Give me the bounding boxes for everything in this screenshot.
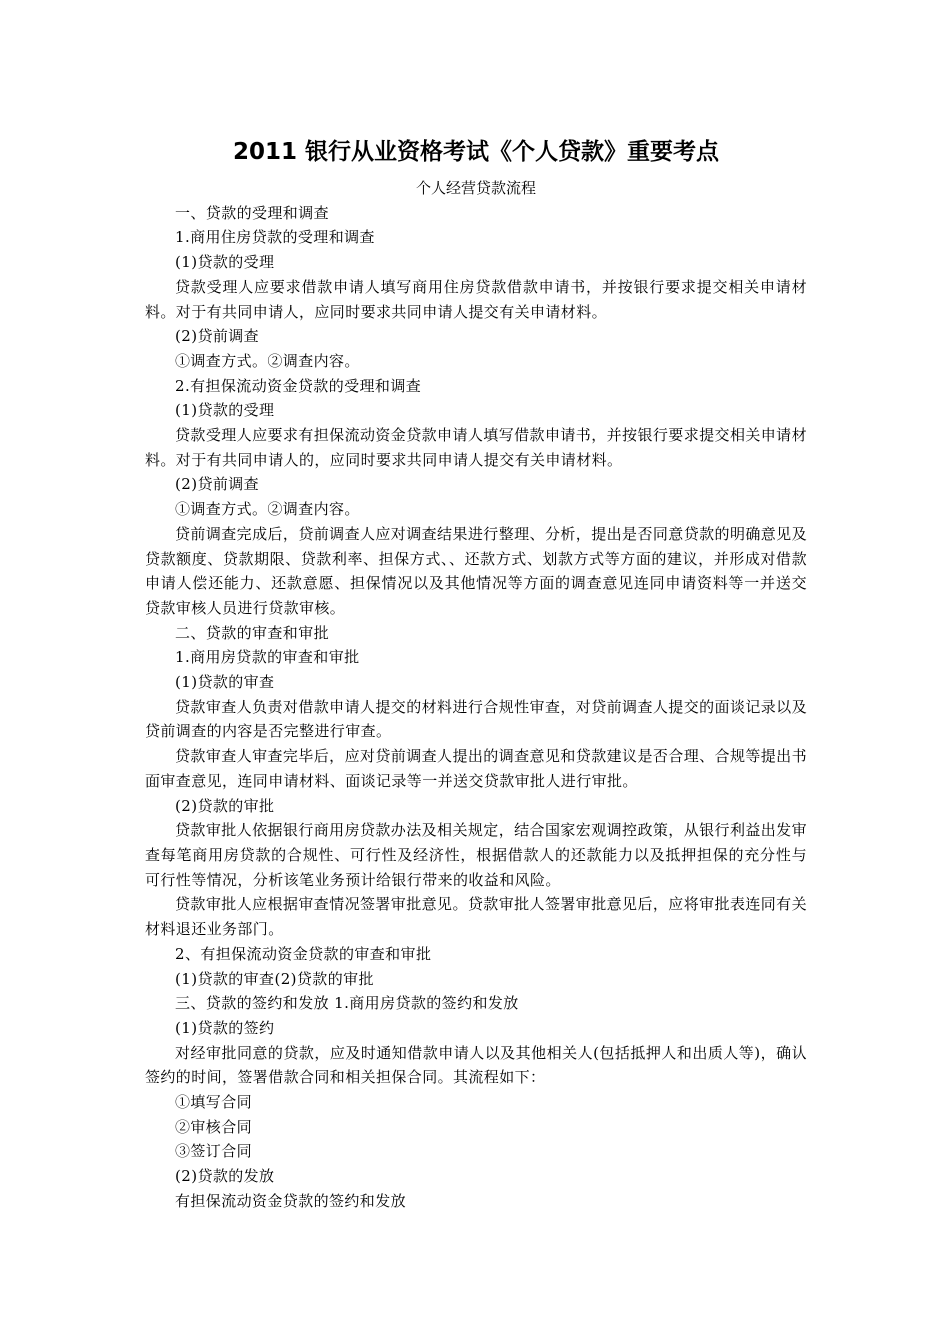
subsection-heading: 1.商用住房贷款的受理和调查 bbox=[175, 228, 375, 247]
body-paragraph: 对经审批同意的贷款，应及时通知借款申请人以及其他相关人(包括抵押人和出质人等)，确认签约的时间，签署借款合同和相关担保合同。其流程如下： bbox=[145, 1043, 807, 1087]
list-item: ②审核合同 bbox=[175, 1117, 253, 1136]
body-paragraph: ①调查方式。②调查内容。 bbox=[175, 500, 360, 519]
body-paragraph: 贷前调查完成后，贷前调查人应对调查结果进行整理、分析，提出是否同意贷款的明确意见及贷款额度、贷款期限、贷款利率、担保方式、、还款方式、划款方式等方面的建议，并形成对借款申请人偿还能力、还款意愿、担保情况以及其他情况等方面的调查意见连同申请资料等一并送交贷款审核人员进行贷款审核。 bbox=[145, 524, 807, 617]
body-paragraph: 贷款受理人应要求有担保流动资金贷款申请人填写借款申请书，并按银行要求提交相关申请材料。对于有共同申请人的，应同时要求共同申请人提交有关申请材料。 bbox=[145, 426, 807, 469]
section-heading-1: 一、贷款的受理和调查 bbox=[175, 203, 330, 222]
list-item: ③签订合同 bbox=[175, 1142, 253, 1161]
item-heading: (1)贷款的受理 bbox=[175, 401, 275, 420]
item-heading: (1)贷款的受理 bbox=[175, 253, 275, 272]
body-paragraph: 贷款受理人应要求借款申请人填写商用住房贷款借款申请书，并按银行要求提交相关申请材料。对于有共同申请人，应同时要求共同申请人提交有关申请材料。 bbox=[145, 277, 807, 321]
body-paragraph: 有担保流动资金贷款的签约和发放 bbox=[175, 1191, 407, 1210]
item-heading: (2)贷款的发放 bbox=[175, 1167, 275, 1186]
body-paragraph: ①调查方式。②调查内容。 bbox=[175, 351, 360, 370]
item-heading: (2)贷前调查 bbox=[175, 327, 260, 346]
section-heading-3: 三、贷款的签约和发放 1.商用房贷款的签约和发放 bbox=[175, 994, 519, 1013]
body-paragraph: 贷款审批人应根据审查情况签署审批意见。贷款审批人签署审批意见后，应将审批表连同有关材料退还业务部门。 bbox=[145, 895, 807, 939]
document-page bbox=[145, 136, 807, 1214]
item-heading: (2)贷款的审批 bbox=[175, 796, 275, 815]
body-paragraph: 贷款审批人依据银行商用房贷款办法及相关规定，结合国家宏观调控政策，从银行利益出发审查每笔商用房贷款的合规性、可行性及经济性，根据借款人的还款能力以及抵押担保的充分性与可行性等情况，分析该笔业务预计给银行带来的收益和风险。 bbox=[145, 821, 807, 889]
item-heading: (1)贷款的签约 bbox=[175, 1018, 275, 1037]
document-subtitle: 个人经营贷款流程 bbox=[415, 179, 536, 197]
item-heading: (1)贷款的审查 bbox=[175, 673, 275, 692]
subsection-heading: 2.有担保流动资金贷款的受理和调查 bbox=[175, 376, 422, 395]
subsection-heading: 1.商用房贷款的审查和审批 bbox=[175, 648, 360, 667]
body-paragraph: 贷款审查人审查完毕后，应对贷前调查人提出的调查意见和贷款建议是否合理、合规等提出书面审查意见，连同申请材料、面谈记录等一并送交贷款审批人进行审批。 bbox=[145, 747, 807, 790]
section-heading-2: 二、贷款的审查和审批 bbox=[175, 623, 330, 642]
document-title: 2011 银行从业资格考试《个人贷款》重要考点 bbox=[232, 139, 720, 165]
item-heading: (2)贷前调查 bbox=[175, 475, 260, 494]
body-paragraph: 贷款审查人负责对借款申请人提交的材料进行合规性审查，对贷前调查人提交的面谈记录以及贷前调查的内容是否完整进行审查。 bbox=[145, 697, 807, 741]
item-heading: (1)贷款的审查(2)贷款的审批 bbox=[175, 969, 374, 988]
list-item: ①填写合同 bbox=[175, 1093, 253, 1112]
subsection-heading: 2、有担保流动资金贷款的审查和审批 bbox=[175, 944, 432, 963]
